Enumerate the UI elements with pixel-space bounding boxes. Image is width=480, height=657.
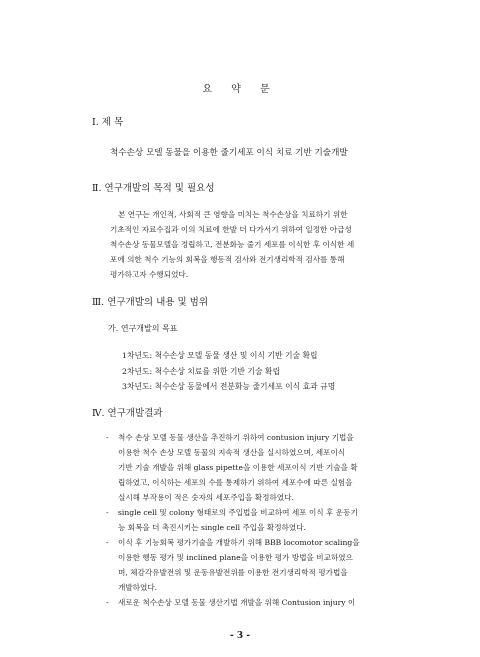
bullet-dash: -: [106, 538, 109, 547]
text-line: 이용한 척수 손상 모델 동물의 지속적 생산을 실시하였으며, 세포이식: [118, 448, 346, 457]
goal-heading: 가. 연구개발의 목표: [108, 324, 178, 333]
page-number: - 3 -: [230, 631, 250, 641]
research-subject: 척수손상 모델 동물을 이용한 줄기세포 이식 치료 기반 기술개발: [110, 148, 348, 158]
goal-item: 2차년도: 척수손상 치료를 위한 기반 기술 확립: [122, 366, 281, 376]
result-item: [106, 595, 442, 610]
section-heading-purpose: Ⅱ. 연구개발의 목적 및 필요성: [92, 183, 215, 194]
text-line: single cell 및 colony 형태로의 주입법을 비교하여 세포 이식 후 운동기: [118, 508, 358, 517]
text-line: 실시해 부작용이 적은 숫자의 세포주입을 확정하였다.: [118, 493, 294, 502]
text-line: 기반 기술 개발을 위해 glass pipette을 이용한 세포이식 기반 기술을 확: [118, 463, 358, 472]
text-line: 포에 의한 척수 기능의 회복을 행동적 검사와 전기생리학적 검사를 통해: [110, 255, 345, 264]
text-line: 기초적인 자료수집과 이의 치료에 한발 더 다가서기 위하여 일정한 아급성: [110, 225, 352, 234]
bullet-dash: -: [106, 508, 109, 517]
text-line: 본 연구는 개인적, 사회적 큰 영향을 미치는 척수손상을 치료하기 위한: [118, 210, 348, 219]
text-line: 며, 체감각유발전위 및 운동유발전위를 이용한 전기생리학적 평가법을: [118, 568, 348, 577]
bullet-dash: -: [106, 598, 109, 607]
goal-item: 1차년도: 척수손상 모델 동물 생산 및 이식 기반 기술 확립: [122, 351, 318, 360]
text-line: 립하였고, 이식하는 세포의 수를 통제하기 위하여 세포수에 따른 실험을: [118, 478, 353, 487]
text-line: 평가하고자 수행되었다.: [110, 270, 189, 279]
text-line: 능 회복을 더 촉진시키는 single cell 주입을 확정하였다.: [118, 523, 306, 532]
result-item: [106, 535, 442, 595]
text-line: 개발하였다.: [118, 583, 158, 592]
results-list: [106, 430, 442, 610]
section-heading-title: Ⅰ. 제 목: [92, 117, 124, 128]
result-item: [106, 430, 442, 505]
text-line: 이용한 행동 평가 및 inclined plane을 이용한 평가 방법을 비교하였으: [118, 553, 353, 562]
text-line: 새로운 척수손상 모델 동물 생산기법 개발을 위해 Contusion injury 이: [118, 598, 356, 607]
goal-item: 3차년도: 척수손상 동물에서 전분화능 줄기세포 이식 효과 규명: [122, 382, 336, 391]
purpose-paragraph: [110, 207, 440, 282]
section-heading-results: Ⅳ. 연구개발결과: [92, 408, 163, 419]
bullet-dash: -: [106, 433, 109, 442]
page-title: 요 약 문: [202, 84, 278, 95]
text-line: 척수 손상 모델 동물 생산을 추진하기 위하여 contusion injury 기법을: [118, 433, 354, 442]
goal-list: [122, 348, 335, 395]
text-line: 척수손상 동물모델을 정립하고, 전분화능 줄기 세포를 이식한 후 이식한 세: [110, 240, 355, 249]
text-line: 이식 후 기능회복 평가기술을 개발하기 위해 BBB locomotor scaling을: [118, 538, 360, 547]
result-item: [106, 505, 442, 535]
section-heading-scope: Ⅲ. 연구개발의 내용 및 범위: [92, 297, 209, 308]
